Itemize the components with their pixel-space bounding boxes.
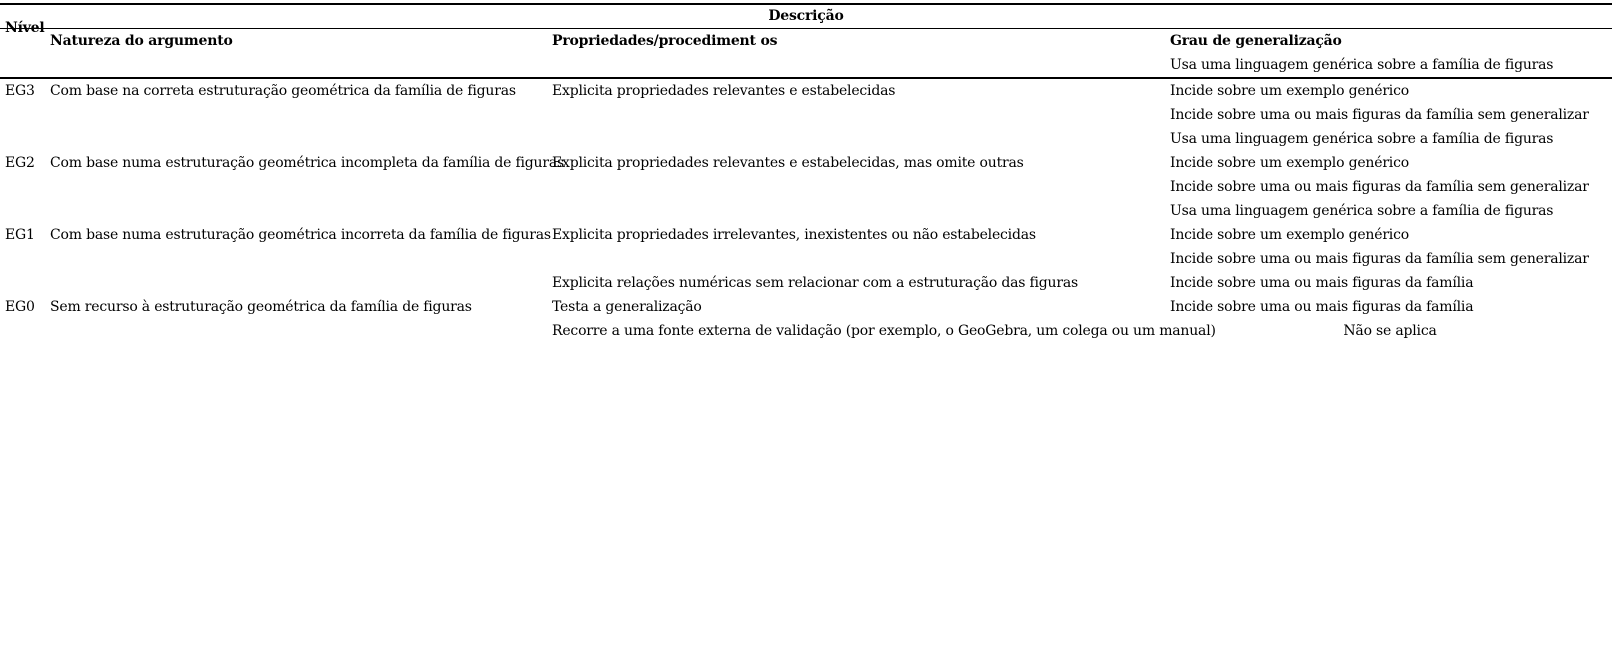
cell-propriedades	[550, 175, 1168, 199]
cell-natureza	[48, 175, 550, 199]
table-row	[0, 151, 1612, 175]
cell-propriedades	[550, 199, 1168, 223]
cell-grau: Usa uma linguagem genérica sobre a família de figuras	[1170, 203, 1554, 219]
cell-natureza: Com base na correta estruturação geométrica da família de figuras	[50, 83, 516, 99]
cell-natureza: Com base numa estruturação geométrica incompleta da família de figuras	[50, 155, 564, 171]
cell-level	[0, 319, 48, 343]
cell-natureza	[48, 271, 550, 295]
cell-natureza	[48, 247, 550, 271]
cell-propriedades	[550, 247, 1168, 271]
cell-grau: Incide sobre uma ou mais figuras da família sem generalizar	[1170, 179, 1589, 195]
cell-natureza: Com base numa estruturação geométrica incorreta da família de figuras	[50, 227, 551, 243]
table-row	[0, 103, 1612, 127]
cell-level	[0, 175, 48, 199]
table-body	[0, 79, 1612, 343]
cell-level: EG2	[5, 155, 35, 171]
cell-level: EG1	[5, 227, 35, 243]
cell-grau: Usa uma linguagem genérica sobre a família de figuras	[1170, 131, 1554, 147]
cell-grau: Incide sobre uma ou mais figuras da família	[1170, 275, 1474, 291]
cell-natureza: Sem recurso à estruturação geométrica da família de figuras	[50, 299, 472, 315]
table-row	[0, 223, 1612, 247]
cell-level	[0, 199, 48, 223]
cell-empty	[550, 53, 1168, 77]
table-row	[0, 295, 1612, 319]
cell-propriedades	[550, 127, 1168, 151]
table-title-row	[0, 3, 1612, 29]
cell-grau: Incide sobre uma ou mais figuras da família	[1170, 299, 1474, 315]
header-propriedades-procedimentos: Propriedades/procediment os	[552, 33, 778, 49]
table-row	[0, 319, 1612, 343]
cell-natureza	[48, 319, 550, 343]
cell-natureza	[48, 127, 550, 151]
cell-grau: Incide sobre uma ou mais figuras da família sem generalizar	[1170, 107, 1589, 123]
cell-natureza	[48, 199, 550, 223]
table-row	[0, 79, 1612, 103]
header-grau-de-generalizacao: Grau de generalização	[1170, 33, 1342, 49]
column-header-row	[0, 29, 1612, 53]
table-row	[0, 127, 1612, 151]
header-extra-row	[0, 53, 1612, 79]
cell-natureza	[48, 103, 550, 127]
level-column-header: Nível	[5, 20, 45, 36]
cell-level	[0, 271, 48, 295]
cell-grau: Incide sobre um exemplo genérico	[1170, 227, 1409, 243]
table-row	[0, 247, 1612, 271]
cell-grau: Incide sobre um exemplo genérico	[1170, 83, 1409, 99]
cell-propriedades: Explicita propriedades relevantes e estabelecidas, mas omite outras	[552, 155, 1024, 171]
table-row	[0, 199, 1612, 223]
cell-propriedades: Explicita relações numéricas sem relacionar com a estruturação das figuras	[552, 275, 1078, 291]
cell-propriedades: Recorre a uma fonte externa de validação (por exemplo, o GeoGebra, um colega ou um manual)	[552, 323, 1216, 339]
cell-grau: Incide sobre um exemplo genérico	[1170, 155, 1409, 171]
table-row	[0, 271, 1612, 295]
cell-propriedades: Testa a generalização	[552, 299, 702, 315]
description-spanning-header: Descrição	[768, 8, 844, 24]
cell-level: EG3	[5, 83, 35, 99]
rubric-table	[0, 3, 1612, 343]
cell-level: EG0	[5, 299, 35, 315]
cell-propriedades: Explicita propriedades irrelevantes, inexistentes ou não estabelecidas	[552, 227, 1036, 243]
header-natureza-do-argumento: Natureza do argumento	[50, 33, 233, 49]
cell-grau: Incide sobre uma ou mais figuras da família sem generalizar	[1170, 251, 1589, 267]
cell-level	[0, 103, 48, 127]
cell-empty	[0, 53, 48, 77]
cell-level	[0, 247, 48, 271]
cell-propriedades: Explicita propriedades relevantes e estabelecidas	[552, 83, 896, 99]
cell-propriedades	[550, 103, 1168, 127]
cell-level	[0, 127, 48, 151]
cell-grau: Usa uma linguagem genérica sobre a família de figuras	[1170, 57, 1554, 73]
table-row	[0, 175, 1612, 199]
cell-empty	[48, 53, 550, 77]
cell-grau: Não se aplica	[1343, 323, 1437, 339]
